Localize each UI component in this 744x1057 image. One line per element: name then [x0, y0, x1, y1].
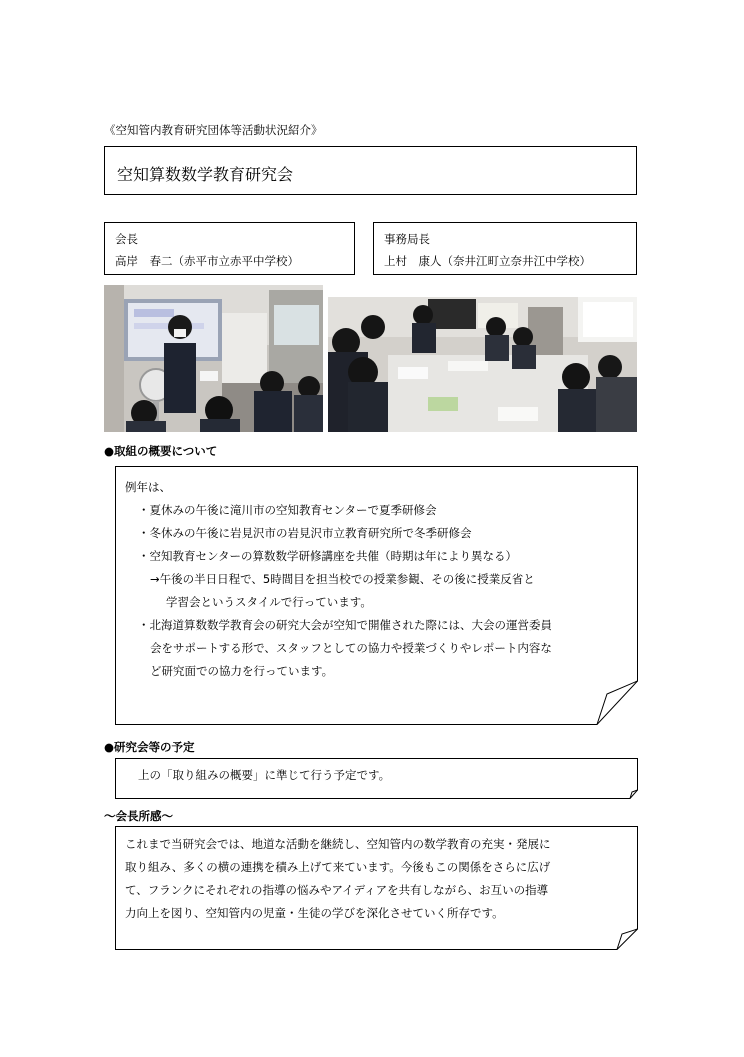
secretary-name: 上村 康人（奈井江町立奈井江中学校） [384, 254, 591, 268]
photo-meeting [328, 297, 637, 432]
overview-item-course-detail-2: 学習会というスタイルで行っています。 [166, 595, 372, 609]
overview-item-conference-3: ど研究面での協力を行っています。 [150, 664, 334, 678]
photo-presentation [104, 285, 323, 432]
president-role: 会長 [115, 232, 138, 246]
impressions-line-3: て、フランクにそれぞれの指導の悩みやアイディアを共有しながら、お互いの指導 [125, 883, 549, 897]
president-name: 高岸 春二（赤平市立赤平中学校） [115, 254, 299, 268]
overview-intro: 例年は、 [125, 480, 171, 494]
overview-item-summer: ・夏休みの午後に滝川市の空知教育センターで夏季研修会 [138, 503, 437, 517]
overview-item-conference: ・北海道算数数学教育会の研究大会が空知で開催された際には、大会の運営委員 [138, 618, 552, 632]
secretary-box [373, 222, 637, 275]
schedule-text: 上の「取り組みの概要」に準じて行う予定です。 [138, 768, 391, 782]
impressions-line-2: 取り組み、多くの横の連携を積み上げて来ています。今後もこの関係をさらに広げ [125, 860, 551, 874]
overview-item-course-detail: →午後の半日日程で、5時間目を担当校での授業参観、その後に授業反省と [150, 572, 535, 586]
schedule-box [115, 758, 639, 799]
impressions-line-1: これまで当研究会では、地道な活動を継続し、空知管内の数学教育の充実・発展に [125, 837, 551, 851]
series-label: 《空知管内教育研究団体等活動状況紹介》 [104, 123, 323, 137]
overview-item-conference-2: 会をサポートする形で、スタッフとしての協力や授業づくりやレポート内容な [150, 641, 552, 655]
impressions-heading: ～会長所感～ [104, 809, 173, 823]
impressions-line-4: 力向上を図り、空知管内の児童・生徒の学びを深化させていく所存です。 [125, 906, 504, 920]
overview-box [115, 466, 639, 725]
overview-item-winter: ・冬休みの午後に岩見沢市の岩見沢市立教育研究所で冬季研修会 [138, 526, 472, 540]
org-title-box [104, 146, 637, 195]
impressions-box [115, 826, 639, 950]
president-box [104, 222, 355, 275]
secretary-role: 事務局長 [384, 232, 430, 246]
overview-heading: ●取組の概要について [104, 444, 218, 458]
org-title: 空知算数数学教育研究会 [117, 165, 294, 184]
schedule-heading: ●研究会等の予定 [104, 740, 195, 754]
overview-item-course: ・空知教育センターの算数数学研修講座を共催（時期は年により異なる） [138, 549, 518, 563]
